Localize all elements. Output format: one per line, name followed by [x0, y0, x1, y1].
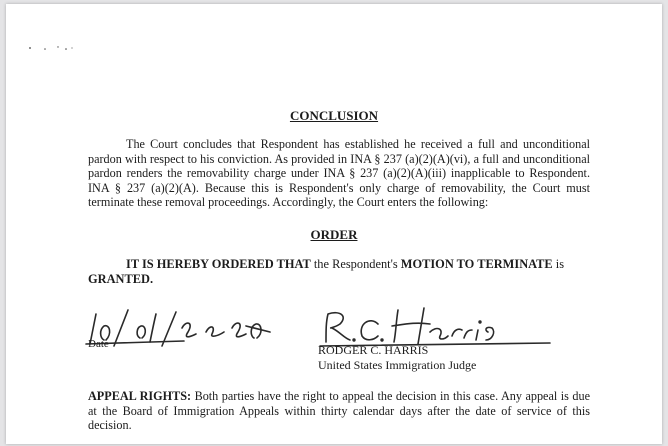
document-page — [6, 4, 662, 444]
handwritten-date — [84, 304, 284, 350]
ordered-middle: the Respondent's — [310, 257, 401, 271]
date-label: Date — [88, 338, 109, 350]
conclusion-paragraph — [88, 137, 590, 210]
judge-signature — [312, 302, 562, 348]
ordered-is: is — [552, 257, 565, 271]
ordered-motion: MOTION TO TERMINATE — [400, 257, 553, 271]
judge-name: RODGER C. HARRIS — [318, 343, 429, 357]
judge-title: United States Immigration Judge — [318, 358, 477, 372]
ordered-intro: IT IS HEREBY ORDERED THAT — [126, 257, 311, 271]
ordered-granted: GRANTED. — [88, 272, 154, 286]
appeal-rights-text: Both parties have the right to appeal the decision in this case. Any appeal is due at the Board of Immigration Appeals within thirty calendar days after the date of service of this decision. — [88, 389, 591, 432]
conclusion-text: The Court concludes that Respondent has established he received a full and unconditional pardon with respect to his conviction. As provided in INA § 237 (a)(2)(A)(vi), a full and unconditional pardon renders the removability charge under INA § 237 (a)(2)(A)(iii) inapplicable to Respondent. INA § 237 (a)(2)(A). Because this is Respondent's only charge of removability, the Court must terminate these removal proceedings. Accordingly, the Court enters the following: — [88, 137, 590, 209]
conclusion-heading: CONCLUSION — [289, 108, 379, 123]
order-paragraph — [88, 257, 590, 287]
appeal-rights-label: APPEAL RIGHTS: — [88, 389, 192, 403]
appeal-rights-paragraph — [88, 389, 590, 433]
order-heading: ORDER — [310, 227, 358, 242]
scan-specks — [28, 42, 88, 52]
